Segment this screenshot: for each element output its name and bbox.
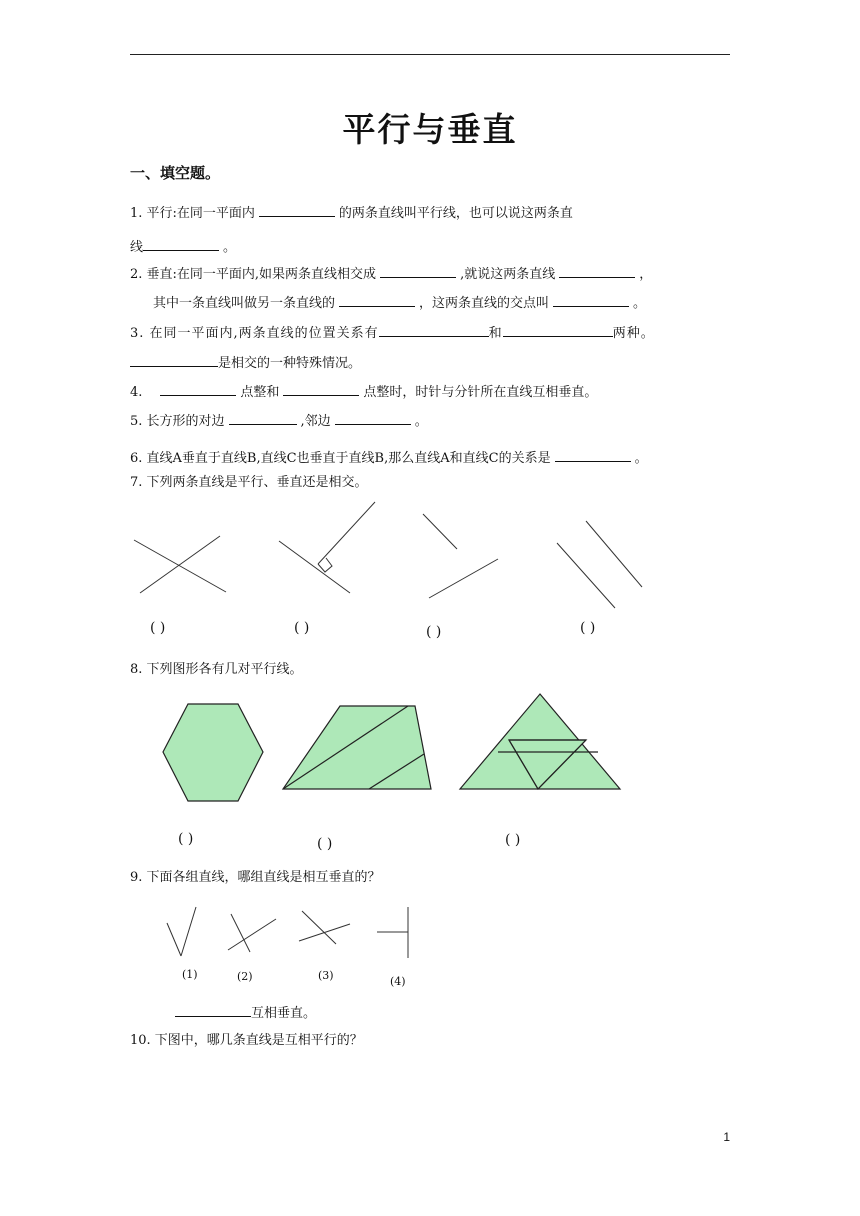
question-1-line-2: 线 。 [130, 237, 236, 257]
q9-figure-4 [377, 907, 408, 958]
q9-figure-2 [228, 914, 276, 952]
question-2-line-2: 其中一条直线叫做另一条直线的 ，这两条直线的交点叫 。 [153, 293, 646, 313]
question-2-line-1: 2. 垂直:在同一平面内,如果两条直线相交成 ,就说这两条直线 ， [130, 264, 652, 284]
section-heading: 一、填空题。 [130, 164, 221, 182]
answer-paren[interactable]: ( ) [580, 620, 596, 636]
answer-paren[interactable]: ( ) [178, 831, 194, 847]
q7-figure-intersecting [134, 536, 226, 593]
q9-figure-3 [299, 911, 350, 944]
page-number: 1 [723, 1130, 730, 1144]
question-9-answer: 互相垂直。 [175, 1003, 316, 1023]
answer-paren[interactable]: ( ) [317, 836, 333, 852]
q9-label-3: (3) [318, 969, 334, 982]
question-8: 8. 下列图形各有几对平行线。 [130, 662, 303, 677]
q9-label-2: (2) [237, 970, 253, 983]
q9-label-4: (4) [390, 975, 406, 988]
answer-blank[interactable] [175, 1003, 251, 1017]
q9-figure-1 [167, 907, 196, 956]
q8-triangle [460, 694, 620, 789]
q7-figure-perpendicular [279, 502, 375, 593]
question-4: 4. 点整和 点整时，时针与分针所在直线互相垂直。 [130, 382, 597, 402]
question-1-line-1: 1. 平行:在同一平面内 的两条直线叫平行线，也可以说这两条直 [130, 203, 573, 223]
q9-label-1: (1) [182, 968, 198, 981]
answer-paren[interactable]: ( ) [150, 620, 166, 636]
q7-figure-parallel [557, 521, 642, 608]
question-9: 9. 下面各组直线，哪组直线是相互垂直的？ [130, 870, 381, 885]
answer-paren[interactable]: ( ) [426, 624, 442, 640]
question-6: 6. 直线A垂直于直线B,直线C也垂直于直线B,那么直线A和直线C的关系是 。 [130, 448, 648, 468]
answer-paren[interactable]: ( ) [505, 832, 521, 848]
question-5: 5. 长方形的对边 ,邻边 。 [130, 411, 428, 431]
q8-trapezoid [283, 706, 431, 789]
page-title: 平行与垂直 [342, 110, 518, 149]
question-7: 7. 下列两条直线是平行、垂直还是相交。 [130, 475, 368, 490]
question-10: 10. 下图中，哪几条直线是互相平行的？ [130, 1033, 363, 1048]
question-3-line-2: 是相交的一种特殊情况。 [130, 353, 361, 373]
answer-paren[interactable]: ( ) [294, 620, 310, 636]
q8-hexagon [163, 704, 263, 801]
q7-figure-3 [423, 514, 498, 598]
question-3-line-1: 3. 在同一平面内,两条直线的位置关系有 和 两种。 [130, 323, 655, 343]
